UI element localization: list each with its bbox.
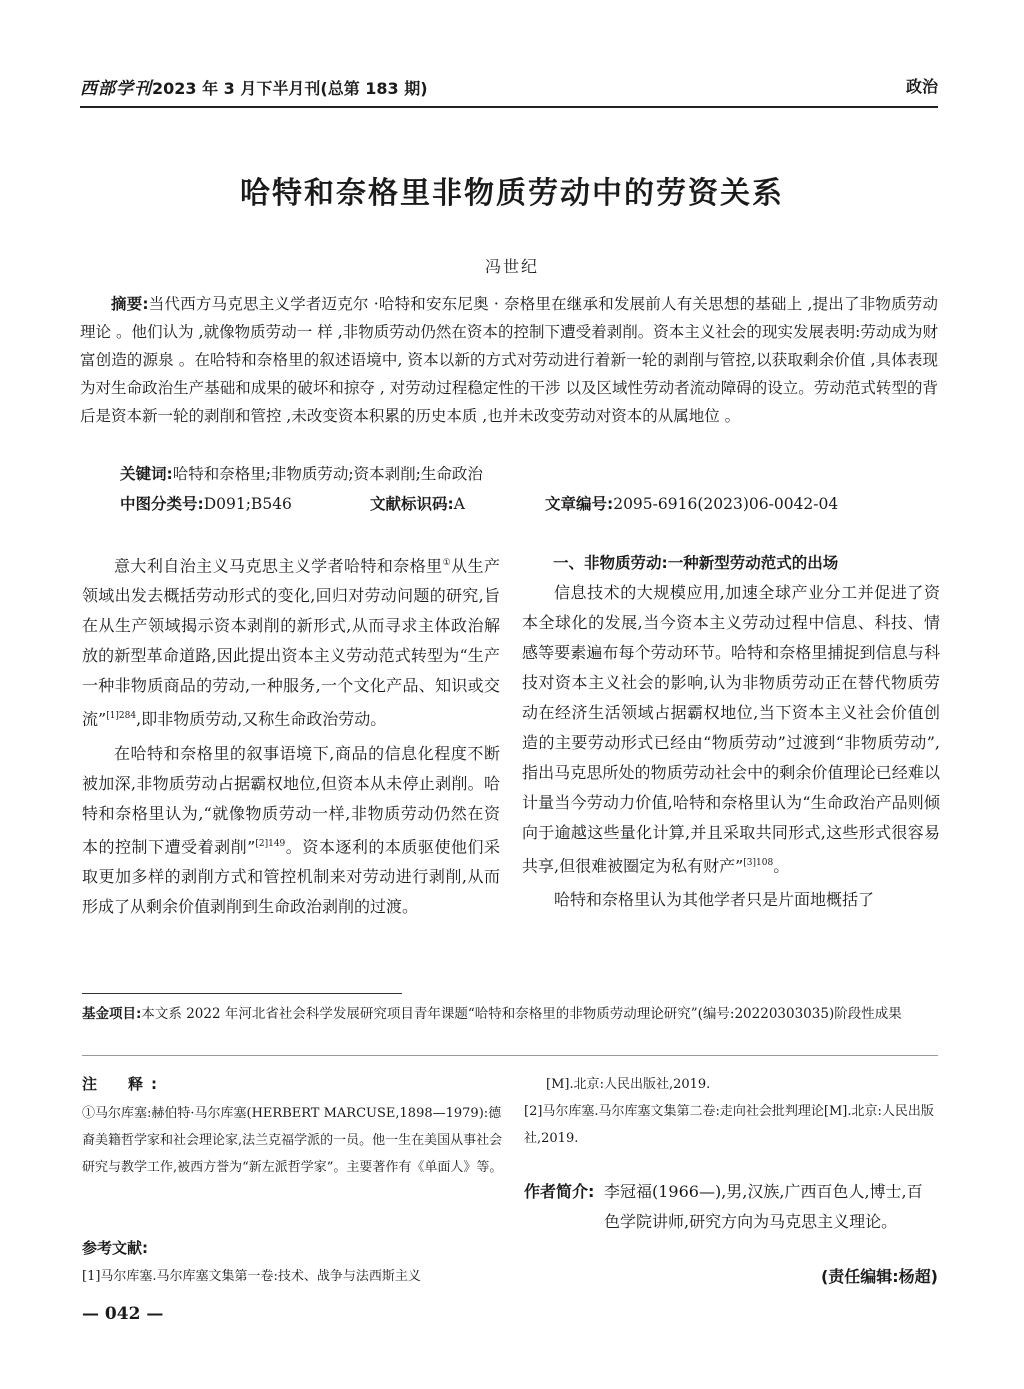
author-bio-text: 李冠福(1966—),男,汉族,广西百色人,博士,百色学院讲师,研究方向为马克思主义理论。 [604,1182,923,1231]
body-paragraph [82,548,500,735]
keywords-text: 哈特和奈格里;非物质劳动;资本剥削;生命政治 [172,465,483,483]
article-title: 哈特和奈格里非物质劳动中的劳资关系 [240,176,784,211]
references-heading: 参考文献: [82,1239,148,1257]
body-right-column [522,548,940,915]
abstract-label: 摘要: [111,295,149,313]
article-author: 冯世纪 [484,257,539,276]
funding-text: 本文系 2022 年河北省社会科学发展研究项目青年课题“哈特和奈格里的非物质劳动理论研究”(编号:20220303035)阶段性成果 [141,1006,902,1022]
author-bio-label: 作者简介: [524,1182,595,1201]
citation: [3]108 [743,858,774,868]
page-number: — 042 — [82,1304,164,1324]
doc-code [370,492,465,514]
doc-value: A [453,495,465,513]
note-item: ①马尔库塞:赫伯特·马尔库塞(HERBERT MARCUSE,1898—1979):德裔美籍哲学家和社会理论家,法兰克福学派的一员。他一生在美国从事社会研究与教学工作,被西方誉为“新左派哲学家”。主要著作有《单面人》等。 [82,1106,503,1175]
note-marker: ① [442,558,452,568]
citation: [1]284 [106,711,137,722]
page-header [80,66,938,108]
divider [82,1055,938,1056]
clc-value: D091;B546 [203,495,292,513]
text-run: ,即非物质劳动,又称生命政治劳动。 [136,709,387,729]
responsible-editor: (责任编辑:杨超) [820,1267,938,1286]
journal-logo: 西部学刊 [80,79,152,99]
citation: [2]149 [255,838,286,849]
funding-note [82,1001,938,1027]
section-label: 政治 [905,77,938,96]
abstract-text: 当代西方马克思主义学者迈克尔 ·哈特和安东尼奥 · 奈格里在继承和发展前人有关思想的基础上 ,提出了非物质劳动理论 。他们认为 ,就像物质劳动一 样 ,非物质劳动仍然在资本的控制下遭受着剥削。资本主义社会的现实发展表明:劳动成为财富创造的源泉 。在哈特和奈格里的叙述语境中, 资本以新的方式对劳动进行着新一轮的剥削与管控,以获取剩余价值 ,具体表现为对生命政治生产基础和成果的破坏和掠夺 , 对劳动过程稳定性的干涉 以及区域性劳动者流动障碍的设立。劳动范式转型的背后是资本新一轮的剥削和管控 ,未改变资本积累的历史本质 ,也并未改变劳动对资本的从属地位 。 [80,295,938,425]
body-paragraph [82,739,500,922]
clc-code [120,492,292,514]
reference-item-continued: [M].北京:人民出版社,2019. [546,1077,711,1092]
reference-item: [2]马尔库塞.马尔库塞文集第二卷:走向社会批判理论[M].北京:人民出版社,2019. [524,1104,934,1146]
funding-label: 基金项目: [82,1006,142,1022]
body-paragraph: 哈特和奈格里认为其他学者只是片面地概括了 [554,890,875,910]
keywords-label: 关键词: [120,465,173,483]
text-run: 。资本逐利的本质驱使他们采取更加多样的剥削方式和管控机制来对劳动进行剥削,从而形成了从剩余价值剥削到生命政治剥削的过渡。 [82,836,500,916]
clc-label: 中图分类号: [120,495,204,513]
article-number-value: 2095-6916(2023)06-0042-04 [613,495,839,513]
notes-heading: 注 释: [82,1075,165,1093]
text-run: 意大利自治主义马克思主义学者哈特和奈格里 [114,556,443,576]
doc-label: 文献标识码: [370,495,454,513]
text-run: 从生产领域出发去概括劳动形式的变化,回归对劳动问题的研究,旨在从生产领域揭示资本剥削的新形式,从而寻求主体政治解放的新型革命道路,因此提出资本主义劳动范式转型为“生产一种非物质商品的劳动,一种服务,一个文化产品、知识或交流” [82,556,500,729]
section-heading: 一、非物质劳动:一种新型劳动范式的出场 [553,554,839,572]
footnote-divider [82,993,402,994]
journal-info [80,74,428,99]
keywords [120,462,483,484]
journal-issue: 2023 年 3 月下半月刊(总第 183 期) [152,79,428,98]
body-paragraph [522,578,940,881]
article-number [545,492,838,514]
text-run: 在哈特和奈格里的叙事语境下,商品的信息化程度不断被加深,非物质劳动占据霸权地位,但资本从未停止剥削。哈特和奈格里认为,“就像物质劳动一样,非物质劳动仍然在资本的控制下遭受着剥削” [82,743,500,856]
text-run: 。 [773,856,790,876]
text-run: 信息技术的大规模应用,加速全球产业分工并促进了资本全球化的发展,当今资本主义劳动过程中信息、科技、情感等要素遍布每个劳动环节。哈特和奈格里捕捉到信息与科技对资本主义社会的影响,认为非物质劳动正在替代物质劳动在经济生活领域占据霸权地位,当下资本主义社会价值创造的主要劳动形式已经由“物质劳动”过渡到“非物质劳动”,指出马克思所处的物质劳动社会中的剩余价值理论已经难以计量当今劳动力价值,哈特和奈格里认为“生命政治产品则倾向于逾越这些量化计算,并且采取共同形式,这些形式很容易共享,但很难被圈定为私有财产” [522,583,940,876]
abstract [80,290,938,430]
article-number-label: 文章编号: [545,495,614,513]
reference-item: [1]马尔库塞.马尔库塞文集第一卷:技术、战争与法西斯主义 [82,1269,421,1284]
body-left-column [82,548,500,922]
